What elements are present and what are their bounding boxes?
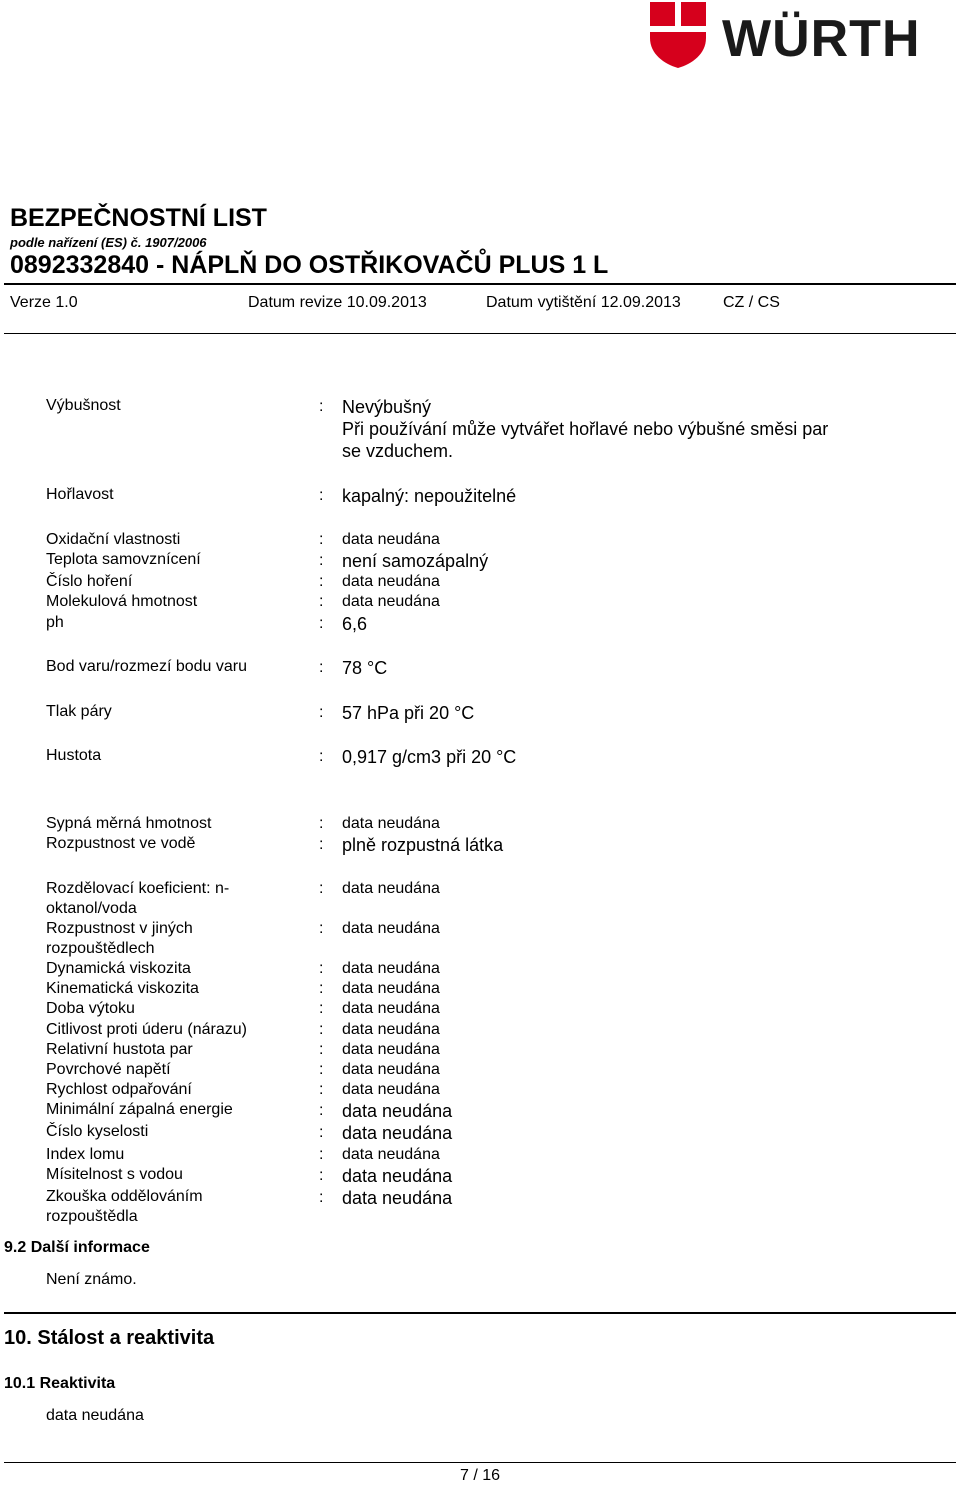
- property-label: Relativní hustota par: [46, 1041, 193, 1058]
- property-value: 57 hPa při 20 °C: [342, 703, 475, 723]
- property-value: data neudána: [342, 1061, 440, 1078]
- property-value: data neudána: [342, 920, 440, 937]
- colon: :: [319, 552, 324, 569]
- section-9-2-text: Není známo.: [46, 1271, 137, 1288]
- property-label: Hořlavost: [46, 486, 114, 503]
- colon: :: [319, 1041, 324, 1058]
- property-value: data neudána: [342, 815, 440, 832]
- colon: :: [319, 573, 324, 590]
- colon: :: [319, 593, 324, 610]
- property-value: data neudána: [342, 1041, 440, 1058]
- property-label: Číslo hoření: [46, 573, 133, 590]
- property-label: Molekulová hmotnost: [46, 593, 198, 610]
- locale: CZ / CS: [723, 294, 780, 311]
- property-value: kapalný: nepoužitelné: [342, 486, 517, 506]
- property-label: Mísitelnost s vodou: [46, 1166, 183, 1183]
- property-label: Index lomu: [46, 1146, 125, 1163]
- colon: :: [319, 1124, 324, 1141]
- colon: :: [319, 1146, 324, 1163]
- property-value: data neudána: [342, 573, 440, 590]
- print-date: Datum vytištění 12.09.2013: [486, 294, 681, 311]
- property-label: Teplota samovznícení: [46, 551, 201, 568]
- property-value: data neudána: [342, 1021, 440, 1038]
- property-label: Hustota: [46, 747, 102, 764]
- colon: :: [319, 748, 324, 765]
- colon: :: [319, 704, 324, 721]
- colon: :: [319, 659, 324, 676]
- product-name: 0892332840 - NÁPLŇ DO OSTŘIKOVAČŮ PLUS 1 L: [10, 251, 609, 279]
- header-rule-bottom: [4, 333, 956, 334]
- footer-rule: [4, 1462, 956, 1463]
- colon: :: [319, 531, 324, 548]
- property-value: data neudána: [342, 880, 440, 897]
- property-label: ph: [46, 614, 64, 631]
- colon: :: [319, 1167, 324, 1184]
- property-label: Kinematická viskozita: [46, 980, 199, 997]
- colon: :: [319, 1061, 324, 1078]
- logo-wordmark: WÜRTH: [722, 10, 921, 68]
- property-value: data neudána: [342, 1166, 453, 1186]
- colon: :: [319, 920, 324, 937]
- property-value: data neudána: [342, 1146, 440, 1163]
- property-value: data neudána: [342, 593, 440, 610]
- colon: :: [319, 880, 324, 897]
- property-label: Bod varu/rozmezí bodu varu: [46, 658, 247, 675]
- colon: :: [319, 487, 324, 504]
- page-number: 7 / 16: [459, 1467, 501, 1484]
- property-label: Rozpustnost v jiných rozpouštědlech: [46, 920, 193, 957]
- property-value: 78 °C: [342, 658, 388, 678]
- property-label: Tlak páry: [46, 703, 112, 720]
- property-value-line3: se vzduchem.: [342, 441, 454, 461]
- property-label: Doba výtoku: [46, 1000, 135, 1017]
- property-label: Rychlost odpařování: [46, 1081, 192, 1098]
- colon: :: [319, 398, 324, 415]
- property-value: Nevýbušný: [342, 397, 432, 417]
- document-title: BEZPEČNOSTNÍ LIST: [10, 204, 267, 232]
- colon: :: [319, 1000, 324, 1017]
- colon: :: [319, 815, 324, 832]
- property-label: Rozdělovací koeficient: n-oktanol/voda: [46, 880, 230, 917]
- colon: :: [319, 1189, 324, 1206]
- section-10-1-text: data neudána: [46, 1407, 144, 1424]
- property-value: 6,6: [342, 614, 368, 634]
- property-label: Sypná měrná hmotnost: [46, 815, 212, 832]
- property-value: data neudána: [342, 1188, 453, 1208]
- section-10-heading: 10. Stálost a reaktivita: [4, 1327, 215, 1349]
- property-value: data neudána: [342, 531, 440, 548]
- property-label: Dynamická viskozita: [46, 960, 191, 977]
- revision-date: Datum revize 10.09.2013: [248, 294, 427, 311]
- property-value-line2: Při používání může vytvářet hořlavé nebo výbušné směsi par: [342, 419, 829, 439]
- colon: :: [319, 1102, 324, 1119]
- property-value: není samozápalný: [342, 551, 489, 571]
- property-value: data neudána: [342, 960, 440, 977]
- colon: :: [319, 980, 324, 997]
- colon: :: [319, 836, 324, 853]
- property-value: data neudána: [342, 1000, 440, 1017]
- regulation-subtitle: podle nařízení (ES) č. 1907/2006: [10, 235, 207, 250]
- section-rule: [4, 1312, 956, 1314]
- property-value: plně rozpustná látka: [342, 835, 504, 855]
- property-value: data neudána: [342, 1081, 440, 1098]
- colon: :: [319, 1081, 324, 1098]
- property-value: data neudána: [342, 1101, 453, 1121]
- colon: :: [319, 1021, 324, 1038]
- property-label: Povrchové napětí: [46, 1061, 171, 1078]
- property-label: Minimální zápalná energie: [46, 1101, 233, 1118]
- property-value: 0,917 g/cm3 při 20 °C: [342, 747, 517, 767]
- colon: :: [319, 960, 324, 977]
- header-rule-top: [4, 283, 956, 285]
- property-label: Výbušnost: [46, 397, 121, 414]
- section-10-1-heading: 10.1 Reaktivita: [4, 1375, 116, 1392]
- colon: :: [319, 615, 324, 632]
- version: Verze 1.0: [10, 294, 78, 311]
- property-label: Rozpustnost ve vodě: [46, 835, 196, 852]
- property-value: data neudána: [342, 980, 440, 997]
- property-label: Citlivost proti úderu (nárazu): [46, 1021, 247, 1038]
- property-value: data neudána: [342, 1123, 453, 1143]
- property-label: Číslo kyselosti: [46, 1123, 149, 1140]
- property-label: Oxidační vlastnosti: [46, 531, 181, 548]
- property-label: Zkouška oddělováním rozpouštědla: [46, 1188, 203, 1225]
- wurth-logo: [648, 0, 958, 72]
- section-9-2-heading: 9.2 Další informace: [4, 1239, 150, 1256]
